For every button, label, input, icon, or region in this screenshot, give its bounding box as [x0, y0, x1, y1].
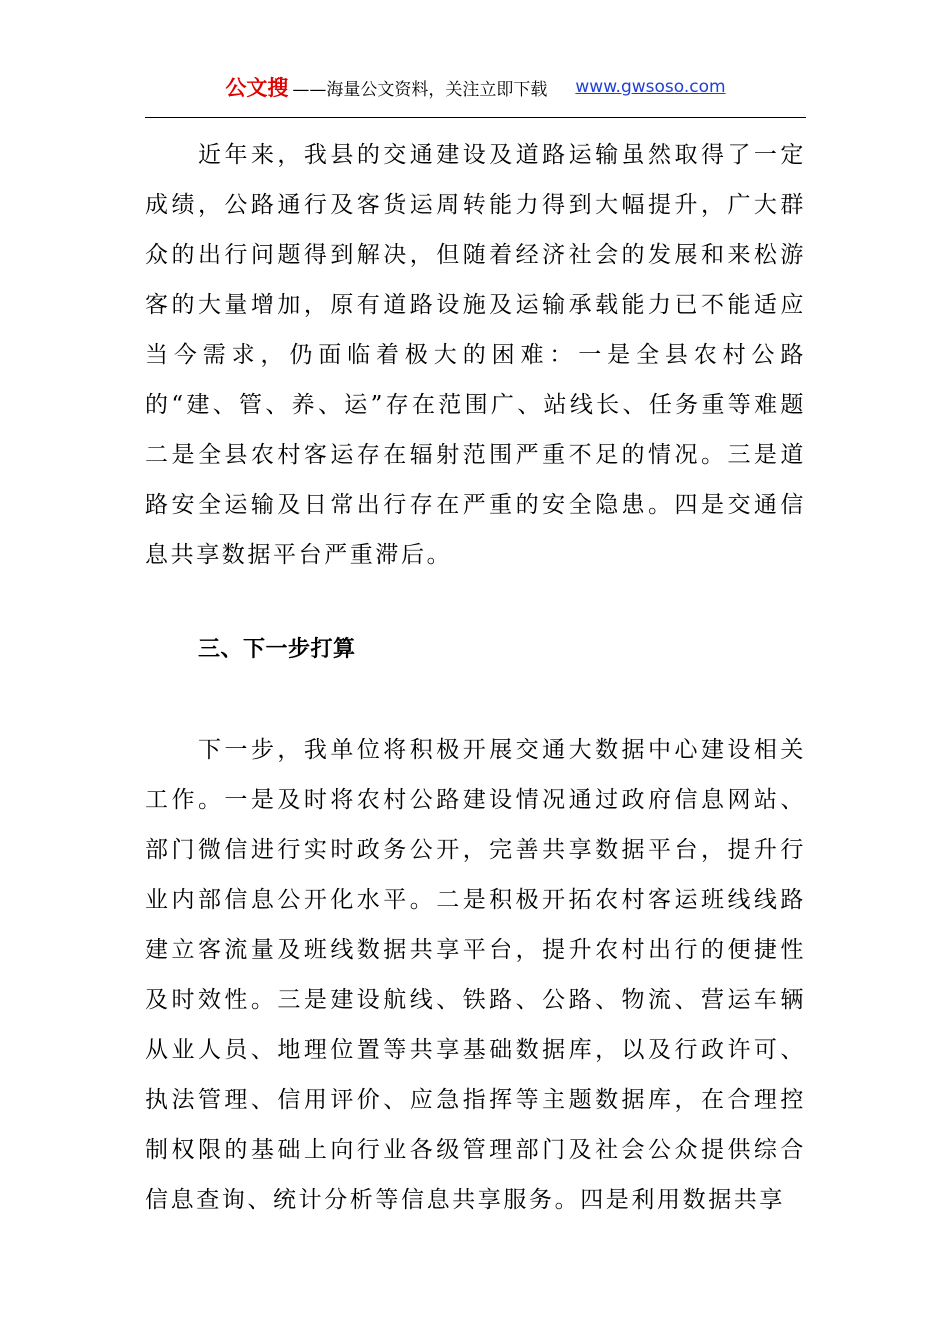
brand-logo-text: 公文搜 — [225, 76, 289, 100]
website-link[interactable]: www.gwsoso.com — [575, 77, 726, 97]
header-divider — [145, 117, 806, 118]
section-heading: 三、下一步打算 — [198, 637, 356, 662]
header-tagline: ——海量公文资料，关注立即下载 — [292, 79, 548, 100]
body-paragraph-1: 近年来，我县的交通建设及道路运输虽然取得了一定成绩，公路通行及客货运周转能力得到大幅提升，广大群众的出行问题得到解决，但随着经济社会的发展和来松游客的大量增加，原有道路设施及运输承载能力已不能适应当今需求，仍面临着极大的困难：一是全县农村公路的“建、管、养、运”存在范围广、站线长、任务重等难题二是全县农村客运存在辐射范围严重不足的情况。三是道路安全运输及日常出行存在严重的安全隐患。四是交通信息共享数据平台严重滞后。 — [145, 142, 806, 568]
body-paragraph-2: 下一步，我单位将积极开展交通大数据中心建设相关工作。一是及时将农村公路建设情况通过政府信息网站、部门微信进行实时政务公开，完善共享数据平台，提升行业内部信息公开化水平。二是积极开拓农村客运班线线路建立客流量及班线数据共享平台，提升农村出行的便捷性及时效性。三是建设航线、铁路、公路、物流、营运车辆从业人员、地理位置等共享基础数据库，以及行政许可、执法管理、信用评价、应急指挥等主题数据库，在合理控制权限的基础上向行业各级管理部门及社会公众提供综合信息查询、统计分析等信息共享服务。四是利用数据共享 — [145, 737, 806, 1213]
page-header — [145, 70, 806, 104]
